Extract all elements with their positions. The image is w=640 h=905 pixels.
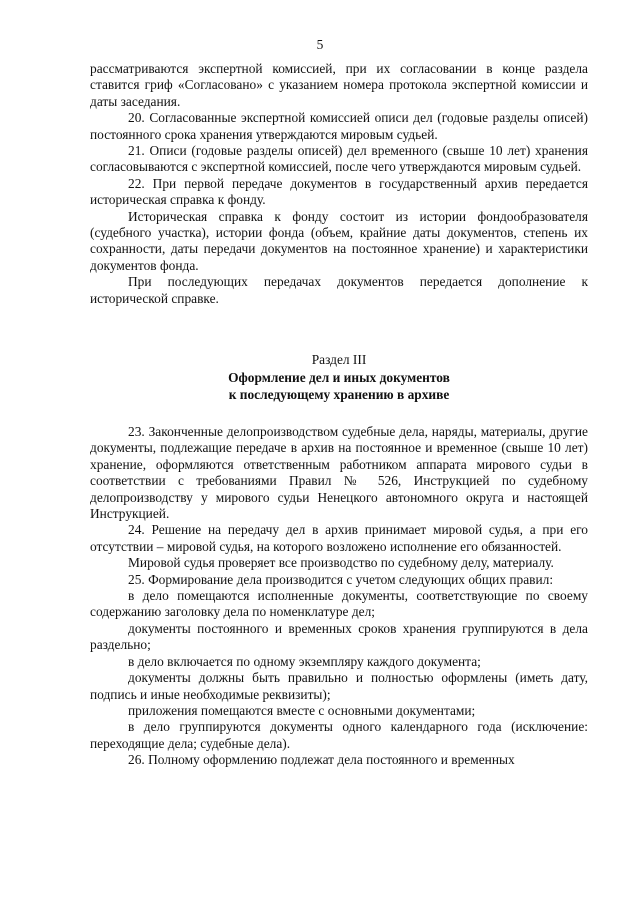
- top-text-block: [90, 61, 588, 307]
- paragraph: 24. Решение на передачу дел в архив принимает мировой судья, а при его отсутствии – мировой судья, на которого возложено исполнение его обязанностей.: [90, 522, 588, 554]
- list-item: в дело группируются документы одного календарного года (исключение: переходящие дела; судебные дела).: [90, 719, 588, 751]
- list-item: документы постоянного и временных сроков хранения группируются в дела раздельно;: [90, 620, 588, 653]
- section-title-line-2: к последующему хранению в архиве: [228, 386, 450, 402]
- list-item: в дело включается по одному экземпляру каждого документа;: [128, 653, 481, 669]
- bottom-text-block: [90, 424, 588, 769]
- section-heading: [90, 352, 588, 403]
- section-label: Раздел III: [311, 352, 367, 367]
- paragraph: Историческая справка к фонду состоит из истории фондообразователя (судебного участка), истории фонда (объем, крайние даты документов, степень их сохранности, даты передачи документов на постоянное хранение) и характеристики документов фонда.: [90, 208, 588, 273]
- paragraph: При последующих передачах документов передается дополнение к исторической справке.: [90, 274, 588, 306]
- paragraph: 26. Полному оформлению подлежат дела постоянного и временных: [128, 752, 515, 768]
- paragraph: 22. При первой передаче документов в государственный архив передается историческая справка к фонду.: [90, 175, 588, 208]
- page-number: 5: [316, 37, 324, 52]
- section-title-line-1: Оформление дел и иных документов: [228, 370, 450, 386]
- paragraph: рассматриваются экспертной комиссией, при их согласовании в конце раздела ставится гриф «Согласовано» с указанием номера протокола экспертной комиссии и даты заседания.: [90, 61, 588, 109]
- paragraph: 21. Описи (годовые разделы описей) дел временного (свыше 10 лет) хранения согласовываются с экспертной комиссией, после чего утверждаются мировым судьей.: [90, 143, 588, 175]
- list-item: в дело помещаются исполненные документы, соответствующие по своему содержанию заголовку дела по номенклатуре дел;: [90, 588, 588, 620]
- paragraph: Мировой судья проверяет все производство по судебному делу, материалу.: [128, 555, 554, 571]
- list-item: документы должны быть правильно и полностью оформлены (иметь дату, подпись и иные необходимые реквизиты);: [90, 670, 588, 702]
- paragraph: 20. Согласованные экспертной комиссией описи дел (годовые разделы описей) постоянного срока хранения утверждаются мировым судьей.: [90, 110, 588, 142]
- paragraph: 25. Формирование дела производится с учетом следующих общих правил:: [128, 571, 554, 587]
- list-item: приложения помещаются вместе с основными документами;: [128, 702, 476, 718]
- paragraph: 23. Законченные делопроизводством судебные дела, наряды, материалы, другие документы, подлежащие передаче в архив на постоянное и временное (свыше 10 лет) хранение, оформляются ответственным работником аппарата мирового судьи в соответствии с требованиями Правил № 526, Инструкцией по судебному делопроизводству у мирового судьи Ненецкого автономного округа и настоящей Инструкцией.: [90, 424, 588, 522]
